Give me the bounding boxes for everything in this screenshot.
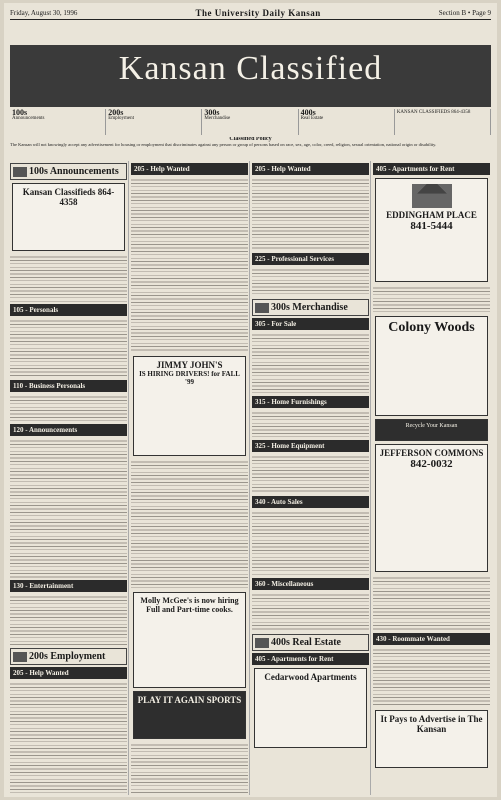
policy-text: The Kansan will not knowingly accept any advertisement for housing or employment that discriminates against any person or group of persons based on race, sex, age, color, creed, religion, sexual orientation, national origin or disability. xyxy=(10,142,437,147)
classified-ad-box: Kansan Classifieds 864-4358 xyxy=(12,183,125,251)
column-1 xyxy=(10,161,129,795)
index-employment: 200s Employment xyxy=(106,109,202,135)
category-header: 430 - Roommate Wanted xyxy=(373,633,490,645)
section-page: Section B • Page 9 xyxy=(438,9,491,17)
newspaper-page xyxy=(4,3,497,797)
category-header: 205 - Help Wanted xyxy=(10,667,127,679)
page-header xyxy=(10,8,491,18)
advertise-banner: It Pays to Advertise in The Kansan xyxy=(375,710,488,768)
ad-text-block xyxy=(10,438,127,578)
play-it-again-sports-ad: PLAY IT AGAIN SPORTS xyxy=(133,691,246,739)
real-estate-icon xyxy=(255,638,269,648)
ad-text-block xyxy=(373,575,490,631)
ad-text-block xyxy=(252,510,369,576)
index-merchandise: 300s Merchandise xyxy=(202,109,298,135)
ad-text-block xyxy=(252,454,369,494)
classified-columns xyxy=(10,161,491,795)
ad-text-block xyxy=(252,267,369,297)
category-header: 105 - Personals xyxy=(10,304,127,316)
category-header: 340 - Auto Sales xyxy=(252,496,369,508)
category-header: 360 - Miscellaneous xyxy=(252,578,369,590)
cedarwood-apartments-ad: Cedarwood Apartments xyxy=(254,668,367,748)
category-header: 205 - Help Wanted xyxy=(131,163,248,175)
recycle-banner: Recycle Your Kansan xyxy=(375,419,488,441)
ad-text-block xyxy=(10,681,127,795)
ad-text-block xyxy=(131,742,248,795)
ad-text-block xyxy=(10,594,127,646)
category-header: 205 - Help Wanted xyxy=(252,163,369,175)
ad-text-block xyxy=(252,410,369,438)
column-2 xyxy=(131,161,250,795)
masthead-title: Kansan Classified xyxy=(118,50,383,87)
ad-text-block xyxy=(131,177,248,353)
ad-text-block xyxy=(131,459,248,589)
molly-mcgees-ad: Molly McGee's is now hiring Full and Part-time cooks. xyxy=(133,592,246,688)
index-announcements: 100s Announcements xyxy=(10,109,106,135)
section-header: 200s Employment xyxy=(10,648,127,665)
section-index xyxy=(10,109,491,135)
section-header: 400s Real Estate xyxy=(252,634,369,651)
ad-text-block xyxy=(373,285,490,313)
ad-text-block xyxy=(10,254,127,302)
issue-date: Friday, August 30, 1996 xyxy=(10,9,78,17)
jimmy-johns-ad: JIMMY JOHN'S IS HIRING DRIVERS! for FALL '99 xyxy=(133,356,246,456)
category-header: 305 - For Sale xyxy=(252,318,369,330)
eddingham-place-ad: EDDINGHAM PLACE 841-5444 xyxy=(375,178,488,282)
policy-heading: Classified Policy xyxy=(229,137,272,142)
ad-text-block xyxy=(252,177,369,251)
jefferson-commons-ad: JEFFERSON COMMONS 842-0032 xyxy=(375,444,488,572)
merchandise-icon xyxy=(255,303,269,313)
section-header: 300s Merchandise xyxy=(252,299,369,316)
ad-text-block xyxy=(10,394,127,422)
divider xyxy=(10,19,491,20)
category-header: 405 - Apartments for Rent xyxy=(252,653,369,665)
ad-text-block xyxy=(10,318,127,378)
category-header: 405 - Apartments for Rent xyxy=(373,163,490,175)
category-header: 325 - Home Equipment xyxy=(252,440,369,452)
index-contact: KANSAN CLASSIFIEDS 864-4358 xyxy=(395,109,491,135)
category-header: 110 - Business Personals xyxy=(10,380,127,392)
section-header: 100s Announcements xyxy=(10,163,127,180)
ad-text-block xyxy=(252,592,369,632)
employment-icon xyxy=(13,652,27,662)
category-header: 130 - Entertainment xyxy=(10,580,127,592)
column-3 xyxy=(252,161,371,795)
announcement-icon xyxy=(13,167,27,177)
ad-text-block xyxy=(373,647,490,707)
column-4 xyxy=(373,161,491,795)
category-header: 225 - Professional Services xyxy=(252,253,369,265)
classified-policy xyxy=(10,137,491,159)
paper-name: The University Daily Kansan xyxy=(195,8,321,18)
ad-text-block xyxy=(252,332,369,394)
colony-woods-ad: Colony Woods xyxy=(375,316,488,416)
category-header: 120 - Announcements xyxy=(10,424,127,436)
building-icon xyxy=(412,184,452,208)
index-real-estate: 400s Real Estate xyxy=(299,109,395,135)
category-header: 315 - Home Furnishings xyxy=(252,396,369,408)
